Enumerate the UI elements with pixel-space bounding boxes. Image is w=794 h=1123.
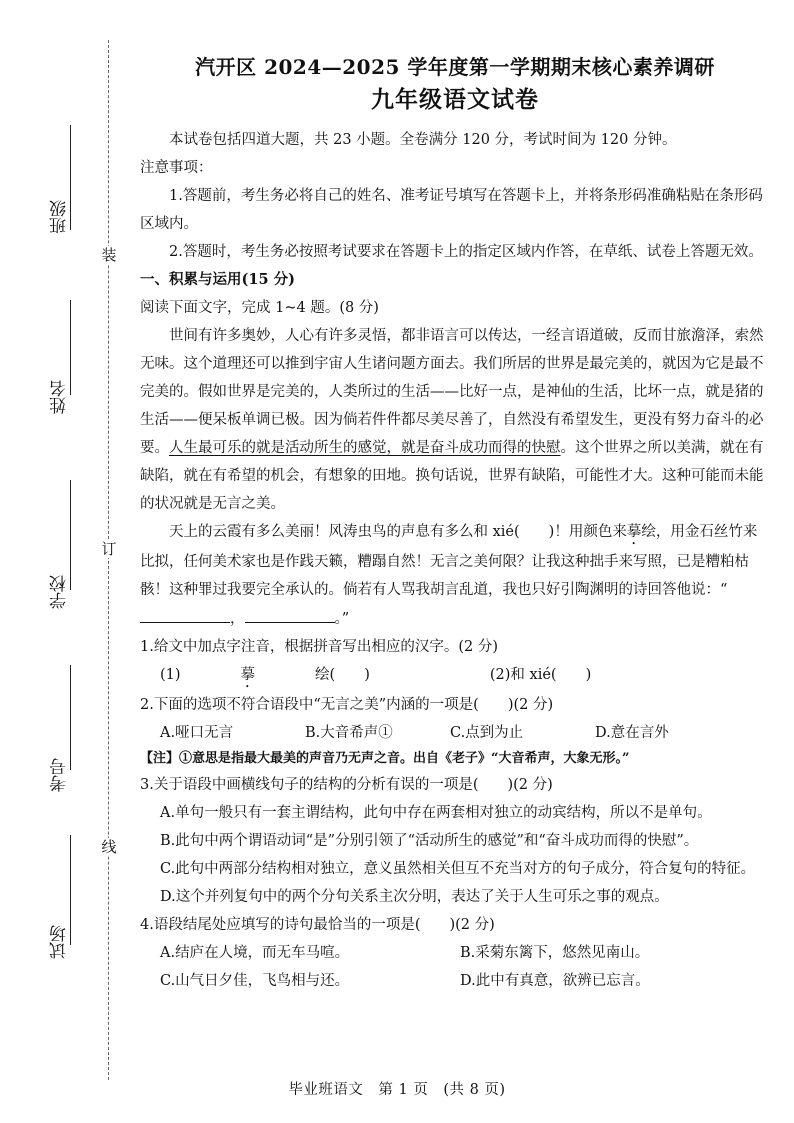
q3-option-d[interactable]: D.这个并列复句中的两个分句关系主次分明，表达了关于人生可乐之事的观点。: [160, 889, 669, 905]
question-1-sub-2: (2)和 xié( ): [489, 667, 592, 683]
q1-sub1-dotted-char: 摹: [240, 667, 256, 683]
notice-title: 注意事项：: [140, 160, 213, 176]
poem-blank-2[interactable]: [245, 604, 335, 623]
exam-number-field-line[interactable]: [70, 665, 71, 770]
name-field-label: 姓名: [50, 380, 70, 414]
exam-content: [140, 52, 770, 995]
question-3-stem: 3.关于语段中画横线句子的结构的分析有误的一项是( )(2 分): [140, 777, 553, 793]
q1-sub1-suffix: 绘( ): [315, 667, 370, 683]
question-4-options-row-2: [140, 967, 770, 995]
passage-p2-sep: ，: [230, 611, 245, 627]
exam-title: 汽开区 2024—2025 学年度第一学期期末核心素养调研: [195, 55, 715, 79]
q4-option-d[interactable]: D.此中有真意，欲辨已忘言。: [460, 973, 650, 989]
school-field-label: 学校: [50, 575, 70, 609]
dotted-char: 摹: [626, 524, 642, 540]
question-2-options: [140, 719, 770, 747]
passage-p2-end: 。”: [334, 611, 350, 627]
q2-option-b[interactable]: B.大音希声①: [305, 725, 393, 741]
exam-room-field-line[interactable]: [70, 835, 71, 945]
exam-subtitle: 九年级语文试卷: [371, 86, 539, 113]
q2-option-c[interactable]: C.点到为止: [450, 725, 524, 741]
q3-option-a[interactable]: A.单句一般只有一套主谓结构，此句中存在两套相对独立的动宾结构，所以不是单句。: [160, 805, 712, 821]
passage-p2-text-b: 绘，用金石丝竹来比拟，任何美术家也是作践天籁，糟蹋自然！无言之美何限？让我这种拙手来写照，已是糟粕枯骸！这种罪过我要完全承认的。倘若有人骂我胡言乱道，我也只好引陶渊明的诗回答他说：“: [140, 524, 758, 598]
q2-option-a[interactable]: A.哑口无言: [160, 725, 234, 741]
passage-paragraph-2: [140, 518, 770, 633]
question-4-stem: 4.语段结尾处应填写的诗句最恰当的一项是( )(2 分): [140, 917, 495, 933]
exam-number-field-label: 考号: [50, 758, 70, 792]
q4-option-b[interactable]: B.采菊东篱下，悠然见南山。: [460, 945, 650, 961]
underlined-sentence: 人生最可乐的就是活动所生的感觉，就是奋斗成功而得的快慰: [169, 440, 561, 456]
q2-option-d[interactable]: D.意在言外: [595, 725, 669, 741]
passage-p1-text-b: 。这个世界之所以美满，就在有缺陷，就在有希望的机会，有想象的田地。换句话说，世界有缺陷，可能性才大。这种可能而未能的状况就是无言之美。: [140, 440, 764, 512]
school-field-line[interactable]: [70, 480, 71, 590]
binding-char-zhuang: 装: [101, 246, 117, 264]
q4-option-c[interactable]: C.山气日夕佳，飞鸟相与还。: [160, 973, 350, 989]
passage-paragraph-1: [140, 322, 770, 518]
section-title: 一、积累与运用(15 分): [140, 271, 295, 288]
q3-option-c[interactable]: C.此句中两部分结构相对独立，意义虽然相关但互不充当对方的句子成分，符合复句的特征。: [160, 861, 756, 877]
q3-option-b[interactable]: B.此句中两个谓语动词“是”分别引领了“活动所生的感觉”和“奋斗成功而得的快慰”。: [160, 833, 699, 849]
question-4-options-row-1: [140, 939, 770, 967]
question-2-stem: 2.下面的选项不符合语段中“无言之美”内涵的一项是( )(2 分): [140, 697, 554, 713]
poem-blank-1[interactable]: [140, 604, 230, 623]
class-field-label: 班级: [50, 200, 70, 234]
notice-item-1: 1.答题前，考生务必将自己的姓名、准考证号填写在答题卡上，并将条形码准确粘贴在条形码区域内。: [140, 188, 763, 232]
question-1-sub-1: [160, 667, 430, 683]
question-2-note: 【注】①意思是指最大最美的声音乃无声之音。出自《老子》“大音希声，大象无形。”: [140, 751, 630, 766]
question-1-stem: 1.给文中加点字注音，根据拼音写出相应的汉字。(2 分): [140, 639, 498, 655]
binding-char-ding: 订: [101, 540, 117, 558]
question-1-subitems: [140, 661, 770, 691]
notice-item-2: 2.答题时，考生务必按照考试要求在答题卡上的指定区域内作答，在草纸、试卷上答题无效。: [169, 244, 763, 260]
page-footer: 毕业班语文 第 1 页 (共 8 页): [288, 1082, 506, 1098]
intro-text: 本试卷包括四道大题，共 23 小题。全卷满分 120 分，考试时间为 120 分钟。: [169, 132, 677, 148]
name-field-line[interactable]: [70, 300, 71, 395]
reading-prompt: 阅读下面文字，完成 1~4 题。(8 分): [140, 300, 379, 316]
q1-sub1-prefix: (1): [160, 667, 181, 683]
binding-line: [108, 40, 109, 1080]
passage-p1-text-a: 世间有许多奥妙，人心有许多灵悟，都非语言可以传达，一经言语道破，反而甘旅澹泽，索然无味。这个道理还可以推到宇宙人生诸问题方面去。我们所居的世界是最完美的，就因为它是最不完美的。假如世界是完美的，人类所过的生活——比好一点，是神仙的生活，比坏一点，就是猪的生活——便呆板单调已极。因为倘若件件都尽美尽善了，自然没有希望发生，更没有努力奋斗的必要。: [140, 328, 764, 456]
exam-room-field-label: 试场: [50, 925, 70, 959]
q4-option-a[interactable]: A.结庐在人境，而无车马喧。: [160, 945, 350, 961]
binding-char-xian: 线: [101, 838, 117, 856]
passage-p2-text-a: 天上的云霞有多么美丽！风涛虫鸟的声息有多么和 xié( )！用颜色来: [169, 524, 627, 540]
class-field-line[interactable]: [70, 125, 71, 230]
